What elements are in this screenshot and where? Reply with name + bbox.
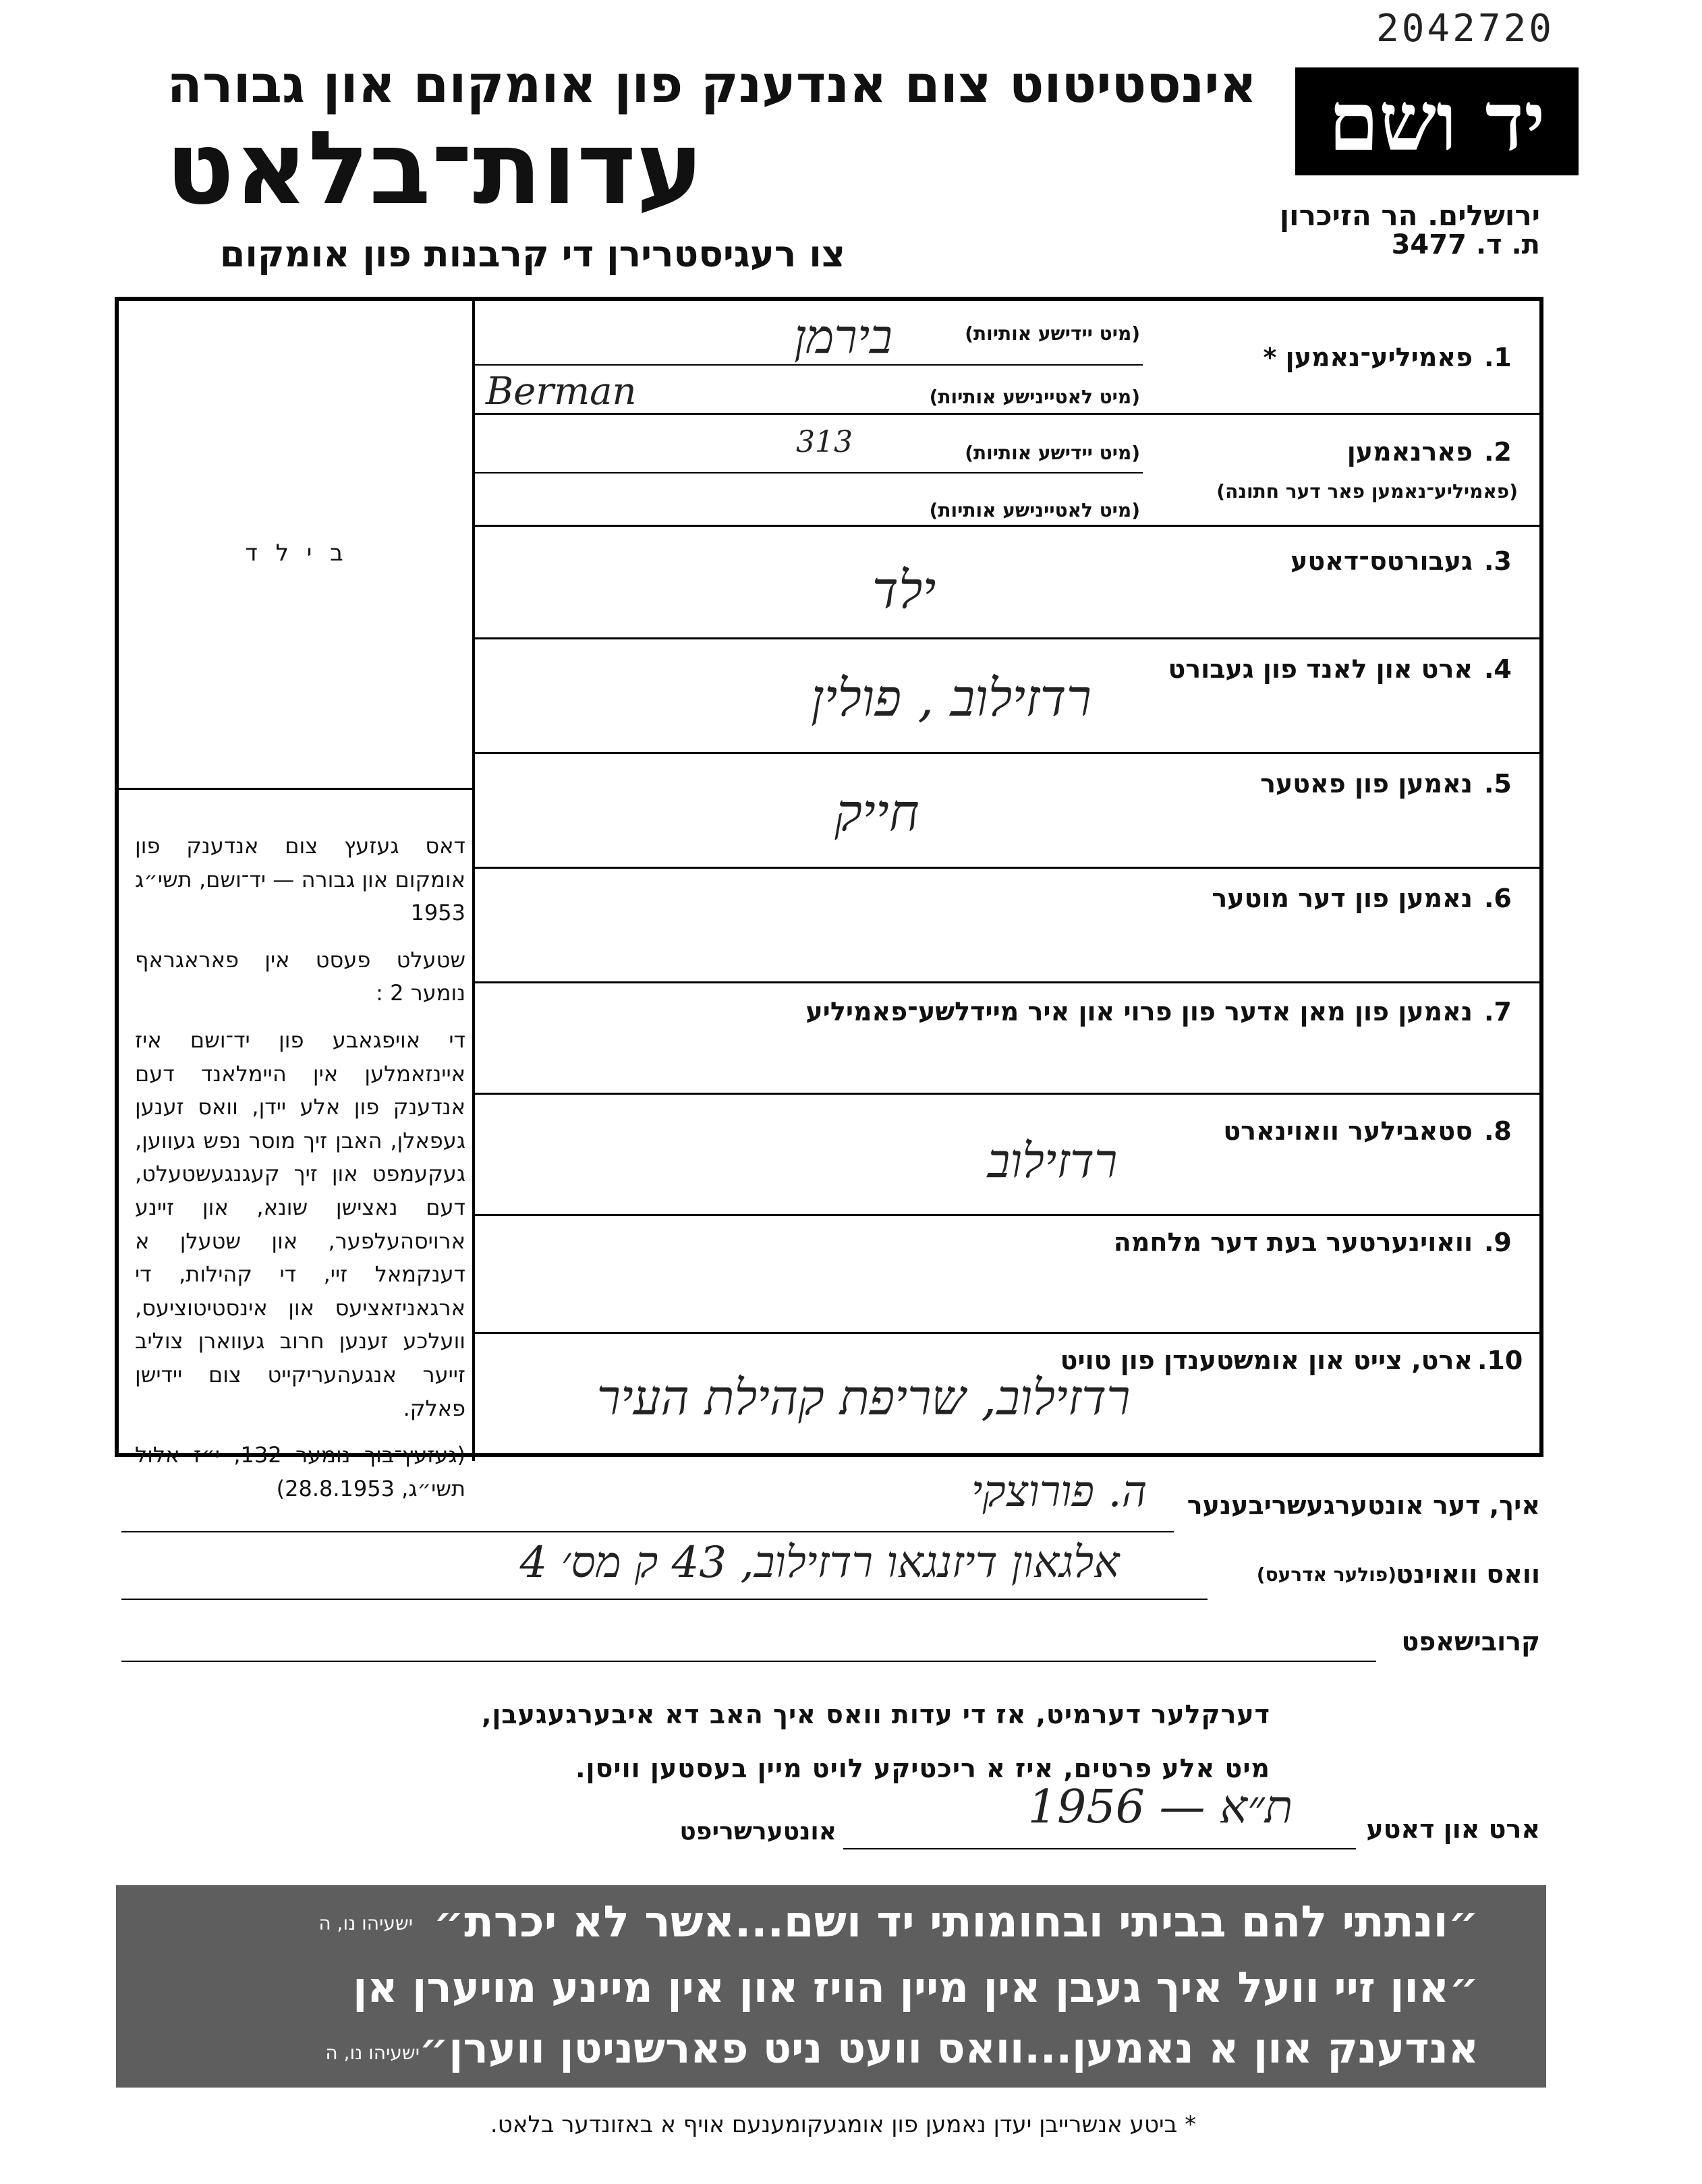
photo-label: ב י ל ד (245, 540, 349, 567)
row-sep-6 (475, 981, 1541, 983)
field-1-label: פאמיליע־נאמען * (1263, 343, 1473, 372)
row-sep-4 (475, 752, 1541, 754)
field-1-hint-yiddish: (מיט יידישע אותיות) (965, 322, 1140, 345)
law-text (135, 830, 465, 1505)
field-2-sub-label: (פאמיליע־נאמען פאר דער חתונה) (1216, 480, 1518, 502)
page-title: עדות־בלאט (165, 110, 704, 227)
page-subtitle: צו רעגיסטרירן די קרבנות פון אומקום (219, 233, 845, 275)
row-sep-2 (475, 525, 1541, 527)
field-10-label: ארט, צייט און אומשטענדן פון טויט (1060, 1346, 1473, 1375)
field-2-number: .2 (1484, 437, 1512, 467)
signer-address-line (121, 1599, 1208, 1600)
field-9-label: וואוינערטער בעת דער מלחמה (1113, 1228, 1473, 1257)
photo-box-bottom (119, 788, 472, 790)
banner-line-1: ״ונתתי להם בביתי ובחומותי יד ושם...אשר לא יכרת״ (433, 1897, 1479, 1947)
column-divider (472, 301, 475, 1461)
place-date-line (843, 1848, 1356, 1849)
field-4-value[interactable]: רדזילוב , פולין (811, 668, 1091, 728)
place-date-value[interactable]: ת״א — 1956 (1027, 1781, 1293, 1834)
field-8-label: סטאבילער וואוינארט (1223, 1116, 1473, 1146)
signer-name-value[interactable]: ה. פורוצקי (971, 1467, 1147, 1517)
field-6-number: .6 (1484, 884, 1512, 913)
field-2-hint-latin: (מיט לאטיינישע אותיות) (929, 499, 1140, 521)
banner-line-3: אנדענק און א נאמען...וואס וועט ניט פארשניטן ווערן״ (419, 2023, 1479, 2073)
field-1-hint-latin: (מיט לאטיינישע אותיות) (929, 386, 1140, 408)
signer-name-label: איך, דער אונטערגעשריבענער (1187, 1491, 1540, 1520)
law-text-p3: די אויפגאבע פון יד־ושם איז איינזאמלען אין היימלאנד דעם אנדענק פון אלע יידן, וואס זענען געפאלן, האבן זיך מוסר נפש געווען, געקעמפט און זיך קעגנגעשטעלט, דעם נאצישן שונא, און זיינע ארויסהעלפער, און שטעלן א דענקמאל זיי, די קהילות, די ארגאניזאציעס און אינסטיטוציעס, וועלכע זענען חרוב געווארן צוליב זייער אנגעהעריקייט צום יידישן פאלק. (135, 1027, 465, 1421)
field-2-hint-yiddish: (מיט יידישע אותיות) (965, 442, 1140, 464)
relation-line (121, 1661, 1376, 1662)
field-2-label: פארנאמען (1346, 437, 1473, 467)
address-line-1: ירושלים. הר הזיכרון (1279, 199, 1540, 232)
field-1-value-latin[interactable]: Berman (486, 370, 637, 413)
field-4-label: ארט און לאנד פון געבורט (1168, 654, 1473, 684)
signer-address-value[interactable]: אלגאון דיזנגאו רדזילוב, 43 ק מס׳ 4 (519, 1538, 1120, 1588)
law-text-p2: שטעלט פעסט אין פאראגראף נומער 2 : (135, 946, 465, 1006)
declaration-line-1: דערקלער דערמיט, אז די עדות וואס איך האב דא איבערגעגעבן, (481, 1700, 1270, 1729)
field-3-label: געבורטס־דאטע (1290, 546, 1473, 576)
place-date-label: ארט און דאטע (1366, 1814, 1540, 1844)
field-3-value[interactable]: ילד (872, 560, 936, 620)
law-text-p4: (געזעץ־בוך נומער 132, י״ז אלול תשי״ג, 28.8.1953) (135, 1442, 466, 1501)
banner-line-3-source: ישעיהו נו, ה (325, 2042, 420, 2064)
signer-address-label: וואס וואוינט (1396, 1559, 1540, 1589)
signer-address-hint: (פולער אדרעס) (1256, 1563, 1396, 1586)
field-9-number: .9 (1484, 1228, 1512, 1257)
field-8-number: .8 (1484, 1116, 1512, 1146)
field-1-value-yiddish[interactable]: בירמן (794, 309, 892, 364)
banner-line-2: ״און זיי וועל איך געבן אין מיין הויז און אין מיינע מויערן אן (353, 1963, 1479, 2012)
law-text-p1: דאס געזעץ צום אנדענק פון אומקום און גבורה — יד־ושם, תשי״ג 1953 (135, 833, 465, 926)
address-line-2: ת. ד. 3477 (1391, 229, 1540, 260)
row-sep-8 (475, 1214, 1541, 1216)
field-5-label: נאמען פון פאטער (1260, 769, 1473, 799)
signature-line (607, 1848, 810, 1849)
document-number: 2042720 (1376, 7, 1555, 51)
field-5-value[interactable]: חייק (834, 782, 919, 842)
field-6-label: נאמען פון דער מוטער (1212, 884, 1473, 913)
logo-text: יד ושם (1328, 74, 1545, 169)
signer-name-line (121, 1531, 1174, 1532)
row-sep-7 (475, 1093, 1541, 1095)
row-sep-5 (475, 867, 1541, 869)
declaration-line-2: מיט אלע פרטים, איז א ריכטיקע לויט מיין בעסטען וויסן. (575, 1754, 1270, 1783)
field-5-number: .5 (1484, 769, 1512, 799)
field-7-number: .7 (1484, 997, 1512, 1027)
field-3-number: .3 (1484, 546, 1512, 576)
field-10-value[interactable]: רדזילוב, שריפת קהילת העיר (596, 1369, 1131, 1426)
relation-label: קרובישאפט (1401, 1627, 1540, 1657)
field-10-number: .10 (1477, 1346, 1523, 1375)
quote-banner (116, 1885, 1546, 2088)
row-sep-9 (475, 1332, 1541, 1334)
field-8-value[interactable]: רדזילוב (987, 1133, 1118, 1188)
institute-line: אינסטיטוט צום אנדענק פון אומקום און גבורה (167, 54, 1257, 114)
field-1-number: .1 (1484, 343, 1512, 372)
field-2-value-yiddish[interactable]: 313 (796, 425, 853, 459)
signature-label: אונטערשריפט (679, 1818, 836, 1845)
hint-line-2 (475, 472, 1143, 473)
yad-vashem-logo (1295, 67, 1579, 175)
row-sep-3 (475, 637, 1541, 639)
footnote: * ביטע אנשרייבן יעדן נאמען פון אומגעקומענעם אויף א באזונדער בלאט. (490, 2111, 1197, 2138)
field-7-label: נאמען פון מאן אדער פון פרוי און איר מיידלשע־פאמיליע (805, 997, 1473, 1027)
banner-line-1-source: ישעיהו נו, ה (318, 1912, 413, 1934)
field-4-number: .4 (1484, 654, 1512, 684)
